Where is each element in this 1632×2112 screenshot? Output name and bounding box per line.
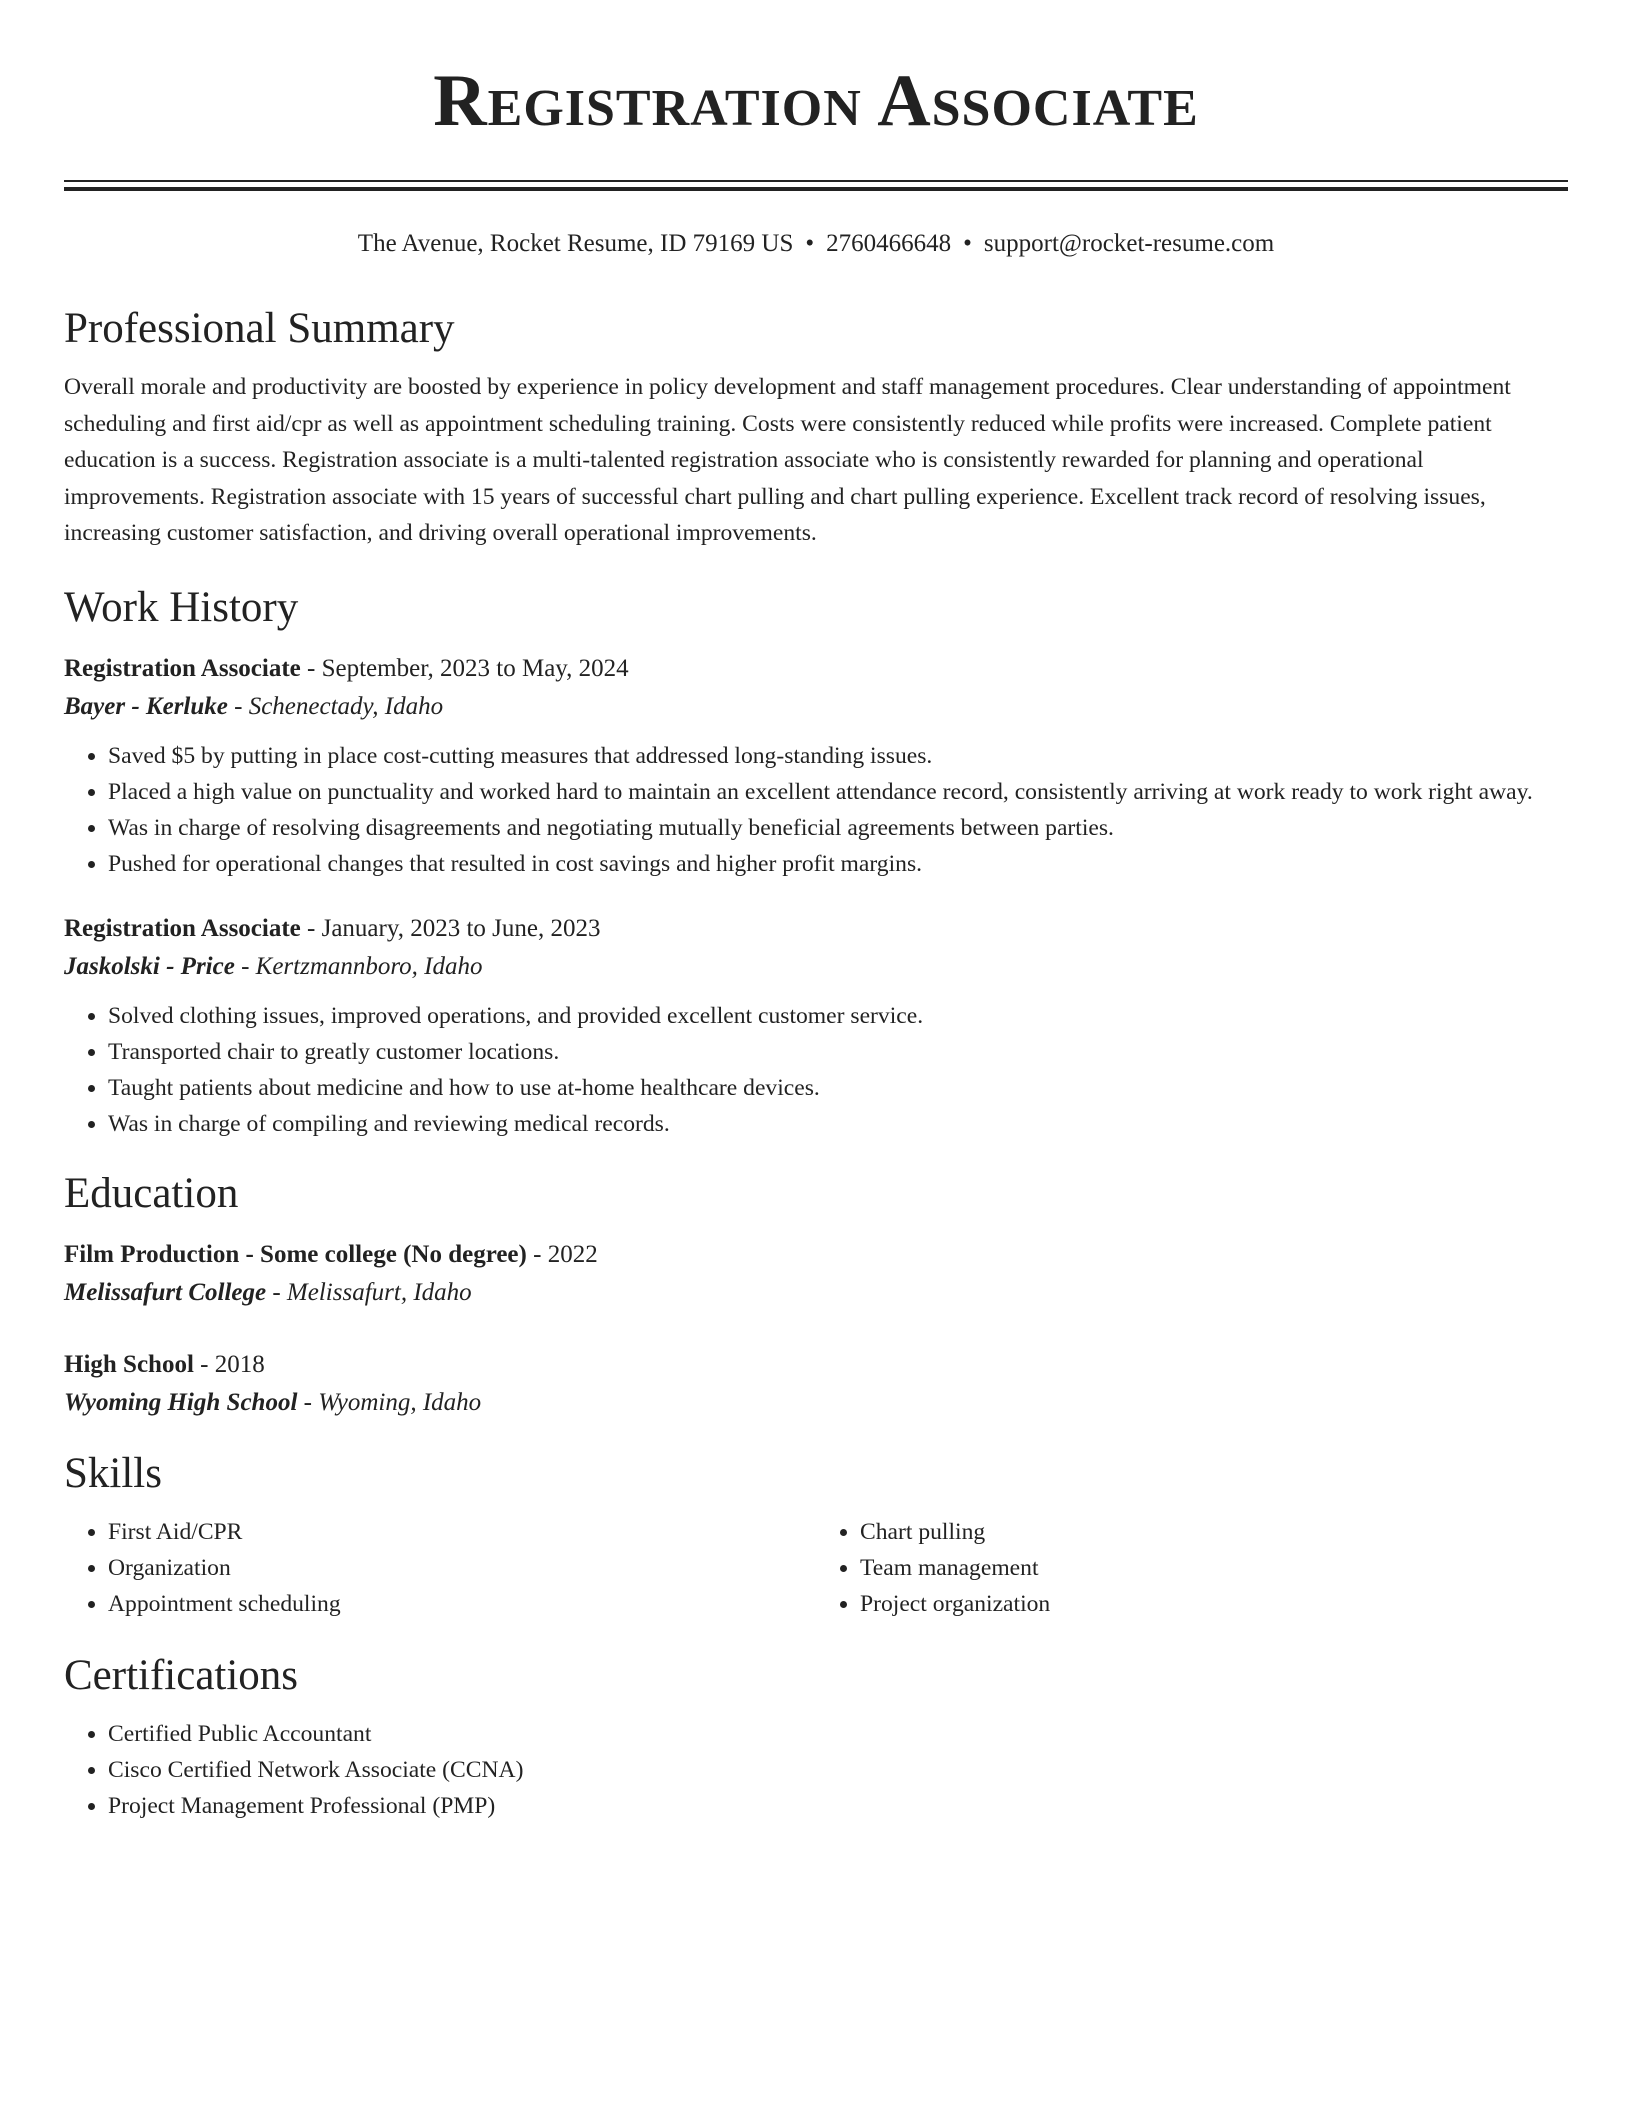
skill-item: • Team management [860, 1550, 1568, 1586]
skill-item: • Project organization [860, 1586, 1568, 1622]
list-item: • Transported chair to greatly customer locations. [108, 1034, 1568, 1070]
skill-item: • Organization [108, 1550, 816, 1586]
job-role: Registration Associate [64, 914, 301, 942]
education-location: Wyoming, Idaho [318, 1388, 482, 1416]
summary-text: Overall morale and productivity are boosted by experience in policy development and staff management procedures. Clear understanding of appointment scheduling and first aid/cpr as well as appointment scheduling training. Costs were consistently reduced while profits were increased. Complete patient education is a success. Registration associate is a multi-talented registration associate who is consistently rewarded for planning and operational improvements. Registration associate with 15 years of successful chart pulling and chart pulling experience. Excellent track record of resolving issues, increasing customer satisfaction, and driving overall operational improvements. [64, 374, 1511, 547]
contact-line [64, 227, 1568, 261]
skills-column-right [816, 1514, 1568, 1622]
education-degree: Film Production - Some college (No degree) [64, 1240, 527, 1268]
certification-item: • Project Management Professional (PMP) [108, 1788, 1568, 1824]
list-item: • Taught patients about medicine and how to use at-home healthcare devices. [108, 1070, 1568, 1106]
job-company: Bayer - Kerluke [64, 692, 228, 720]
contact-address: The Avenue, Rocket Resume, ID 79169 US [357, 230, 794, 257]
list-item: • Saved $5 by putting in place cost-cutting measures that addressed long-standing issues. [108, 738, 1568, 774]
list-item: • Pushed for operational changes that resulted in cost savings and higher profit margins. [108, 846, 1568, 882]
contact-phone: 2760466648 [826, 230, 952, 257]
education-degree: High School [64, 1350, 194, 1378]
education-heading: Film Production - Some college (No degree) - 2022 [64, 1240, 598, 1268]
contact-separator: • [805, 230, 815, 257]
job-employer: Bayer - Kerluke - Schenectady, Idaho [64, 692, 444, 720]
contact-separator: • [963, 230, 972, 257]
list-item: • Placed a high value on punctuality and worked hard to maintain an excellent attendance record, consistently arriving at work ready to work right away. [108, 774, 1568, 810]
resume-name: Registration Associate [433, 60, 1199, 142]
contact-email: support@rocket-resume.com [983, 230, 1275, 257]
job-heading: Registration Associate - January, 2023 to June, 2023 [64, 914, 601, 942]
list-item: • Solved clothing issues, improved operations, and provided excellent customer service. [108, 998, 1568, 1034]
education-school-line: Wyoming High School - Wyoming, Idaho [64, 1388, 482, 1416]
skills-column-left [64, 1514, 816, 1622]
list-item: • Was in charge of resolving disagreements and negotiating mutually beneficial agreements between parties. [108, 810, 1568, 846]
education-entry [64, 1346, 1568, 1422]
list-item: • Was in charge of compiling and reviewing medical records. [108, 1106, 1568, 1142]
certification-item: • Certified Public Accountant [108, 1716, 1568, 1752]
section-title-summary: Professional Summary [64, 305, 455, 352]
job-location: Schenectady, Idaho [248, 692, 444, 720]
education-year: 2018 [214, 1350, 265, 1378]
education-school: Wyoming High School [64, 1388, 298, 1416]
section-title-skills: Skills [64, 1449, 162, 1497]
job-heading: Registration Associate - September, 2023 to May, 2024 [64, 654, 629, 682]
education-entry [64, 1236, 1568, 1312]
job-bullets [64, 998, 1568, 1142]
skill-item: • First Aid/CPR [108, 1514, 816, 1550]
header-divider-thick [64, 187, 1568, 191]
job-entry [64, 650, 1568, 882]
section-title-education: Education [64, 1169, 239, 1217]
education-location: Melissafurt, Idaho [286, 1278, 472, 1306]
job-company: Jaskolski - Price [64, 952, 235, 980]
job-dates: January, 2023 to June, 2023 [321, 914, 601, 942]
section-title-certifications: Certifications [64, 1651, 299, 1699]
skills-grid [64, 1514, 1568, 1622]
job-location: Kertzmannboro, Idaho [255, 952, 483, 980]
header-divider-thin [64, 180, 1568, 182]
job-bullets [64, 738, 1568, 882]
job-entry [64, 910, 1568, 1142]
education-school-line: Melissafurt College - Melissafurt, Idaho [64, 1278, 472, 1306]
education-heading: High School - 2018 [64, 1350, 265, 1378]
job-dates: September, 2023 to May, 2024 [321, 654, 629, 682]
job-role: Registration Associate [64, 654, 301, 682]
certification-item: • Cisco Certified Network Associate (CCNA) [108, 1752, 1568, 1788]
job-employer: Jaskolski - Price - Kertzmannboro, Idaho [64, 952, 483, 980]
skill-item: • Appointment scheduling [108, 1586, 816, 1622]
education-year: 2022 [547, 1240, 598, 1268]
certifications-list [64, 1716, 1568, 1824]
education-school: Melissafurt College [64, 1278, 267, 1306]
skill-item: • Chart pulling [860, 1514, 1568, 1550]
section-title-work-history: Work History [64, 583, 299, 631]
